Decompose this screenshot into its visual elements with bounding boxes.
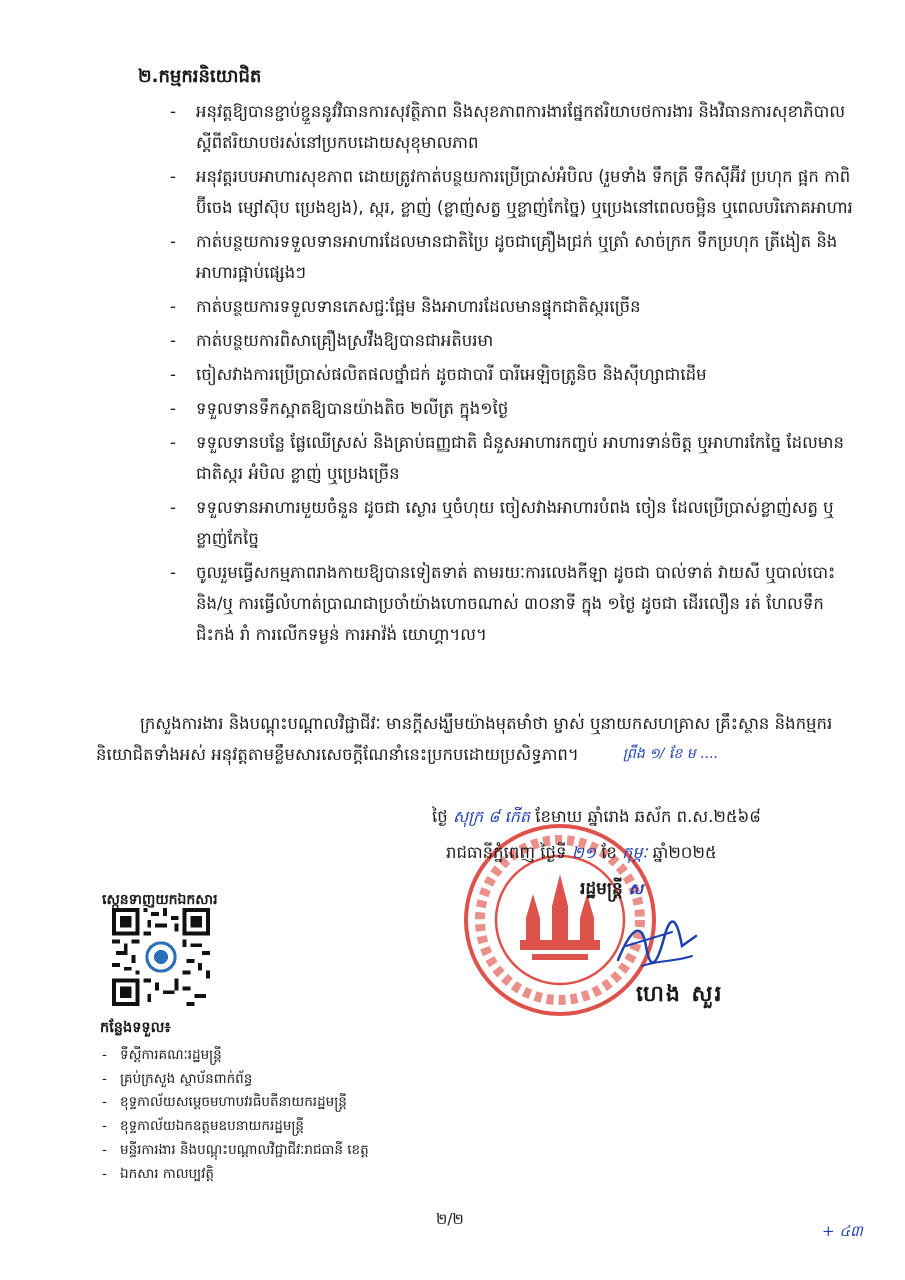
- handwritten-note: ព្រឹង ១/ ខែ ម ....: [622, 746, 718, 762]
- section-title: ២.កម្មករនិយោជិត: [138, 66, 262, 87]
- solar-date: រាជធានីភ្នំពេញ ថ្ងៃទី ២១ ខែ កុម្ភៈ ឆ្នាំ២០២៥: [446, 843, 717, 862]
- list-item: - អនុវត្តឱ្យបានខ្ជាប់ខ្ជួននូវវិធានការសុវត្ថិភាព និងសុខភាពការងារផ្នែកឥរិយាបថការងារ និងវិធានការសុខាភិបាលស្តីពីឥរិយាបថរស់នៅប្រកបដោយសុខុមាលភាព: [170, 102, 846, 152]
- list-item: - ទទួលទានបន្លែ ផ្លែឈើស្រស់ និងគ្រាប់ធញ្ញជាតិ ជំនួសអាហារកញ្ចប់ អាហារទាន់ចិត្ត ឬអាហារកែច្នៃ ដែលមានជាតិស្ករ អំបិល ខ្លាញ់ ឬប្រេងច្រើន: [170, 433, 844, 483]
- recipients-list: [100, 1044, 369, 1186]
- list-item: - អនុវត្តរបបអាហារសុខភាព ដោយត្រូវកាត់បន្ថយការប្រើប្រាស់អំបិល (រួមទាំង ទឹកត្រី ទឹកស៊ីអ៊ីវ ប្រហុក ផ្អក កាពិ ប៊ីចេង ម្សៅស៊ុប ប្រេងខ្យង), ស្ករ, ខ្លាញ់ (ខ្លាញ់សត្វ ឬខ្លាញ់កែច្នៃ) ឬប្រេងនៅពេលចម្អិន ឬពេលបរិភោគអាហារ: [170, 167, 853, 217]
- page-number: ២/២: [436, 1210, 464, 1228]
- list-item: - ចៀសវាងការប្រើប្រាស់ផលិតផលថ្នាំជក់ ដូចជាបារី បារីអេឡិចត្រូនិច និងស៊ីហ្សាជាដើម: [170, 365, 707, 384]
- signer-name: ហេង សួរ: [636, 982, 724, 1007]
- list-item: - ទីស្តីការគណៈរដ្ឋមន្ត្រី: [102, 1047, 222, 1063]
- corner-handwritten-mark: + ៤៣: [822, 1222, 863, 1240]
- lunar-date: ថ្ងៃ សុក្រ ៨ កើត ខែមាឃ ឆ្នាំរោង ឆស័ក ព.ស.២៥៦៨: [432, 807, 761, 826]
- list-item: - កាត់បន្ថយការទទួលទានអាហារដែលមានជាតិប្រៃ ដូចជាគ្រឿងជ្រក់ ឬត្រាំ សាច់ក្រក ទឹកប្រហុក ត្រីងៀត និងអាហារផ្អាប់ផ្សេងៗ: [170, 232, 838, 282]
- list-item: - កាត់បន្ថយការពិសាគ្រឿងស្រវឹងឱ្យបានជាអតិបរមា: [170, 331, 494, 350]
- list-item: - ទទួលទានទឹកស្អាតឱ្យបានយ៉ាងតិច ២លីត្រ ក្នុង១ថ្ងៃ: [170, 399, 509, 418]
- qr-label: ស្កេនទាញយកឯកសារ: [102, 892, 218, 908]
- qr-code-icon[interactable]: [112, 908, 210, 1006]
- guideline-list: [170, 96, 860, 653]
- list-item: - កាត់បន្ថយការទទួលទានភេសជ្ជៈផ្អែម និងអាហារដែលមានផ្ទុកជាតិស្ករច្រើន: [170, 297, 641, 316]
- minister-title: រដ្ឋមន្ត្រី ស: [580, 879, 644, 899]
- list-item: - ចូលរួមធ្វើសកម្មភាពរាងកាយឱ្យបានទៀតទាត់ តាមរយៈការលេងកីឡា ដូចជា បាល់ទាត់ វាយសី ឬបាល់បោះ និង/ឬ ការធ្វើលំហាត់ប្រាណជាប្រចាំយ៉ាងហោចណាស់ ៣០នាទី ក្នុង ១ថ្ងៃ ដូចជា ដើរលឿន រត់ ហែលទឹក ជិះកង់ រាំ ការលើកទម្ងន់ ការអាវ៉ង់ យោហ្គា។ល។: [170, 563, 836, 644]
- list-item: - គ្រប់ក្រសួង ស្ថាប័នពាក់ព័ន្ធ: [102, 1070, 253, 1087]
- handwritten-day: សុក្រ ៨ កើត: [452, 807, 531, 826]
- recipients-title: កន្លែងទទួល៖: [100, 1020, 171, 1036]
- list-item: - ទទួលទានអាហារមួយចំនួន ដូចជា ស្ងោរ ឬចំហុយ ចៀសវាងអាហារបំពង ចៀន ដែលប្រើប្រាស់ខ្លាញ់សត្វ ឬខ្លាញ់កែច្នៃ: [170, 498, 834, 548]
- closing-paragraph: ក្រសួងការងារ និងបណ្តុះបណ្តាលវិជ្ជាជីវៈ មានក្តីសង្ឃឹមយ៉ាងមុតមាំថា ម្ចាស់ ឬនាយកសហគ្រាស គ្រឹះស្ថាន និងកម្មករនិយោជិតទាំងអស់ អនុវត្តតាមខ្លឹមសារសេចក្តីណែនាំនេះប្រកបដោយប្រសិទ្ធភាព។ ព្រឹង ១/ ខែ ម ....: [96, 708, 861, 770]
- list-item: - ឯកសារ កាលប្បវត្តិ: [102, 1165, 215, 1182]
- list-item: - ខុទ្ទកាល័យឯកឧត្តមឧបនាយករដ្ឋមន្ត្រី: [102, 1118, 304, 1135]
- list-item: - មន្ទីរការងារ និងបណ្តុះបណ្តាលវិជ្ជាជីវៈរាជធានី ខេត្ត: [102, 1141, 369, 1158]
- signature-icon: [612, 916, 702, 972]
- list-item: - ខុទ្ទកាល័យសម្តេចមហាបវរធិបតីនាយករដ្ឋមន្ត្រី: [102, 1094, 347, 1111]
